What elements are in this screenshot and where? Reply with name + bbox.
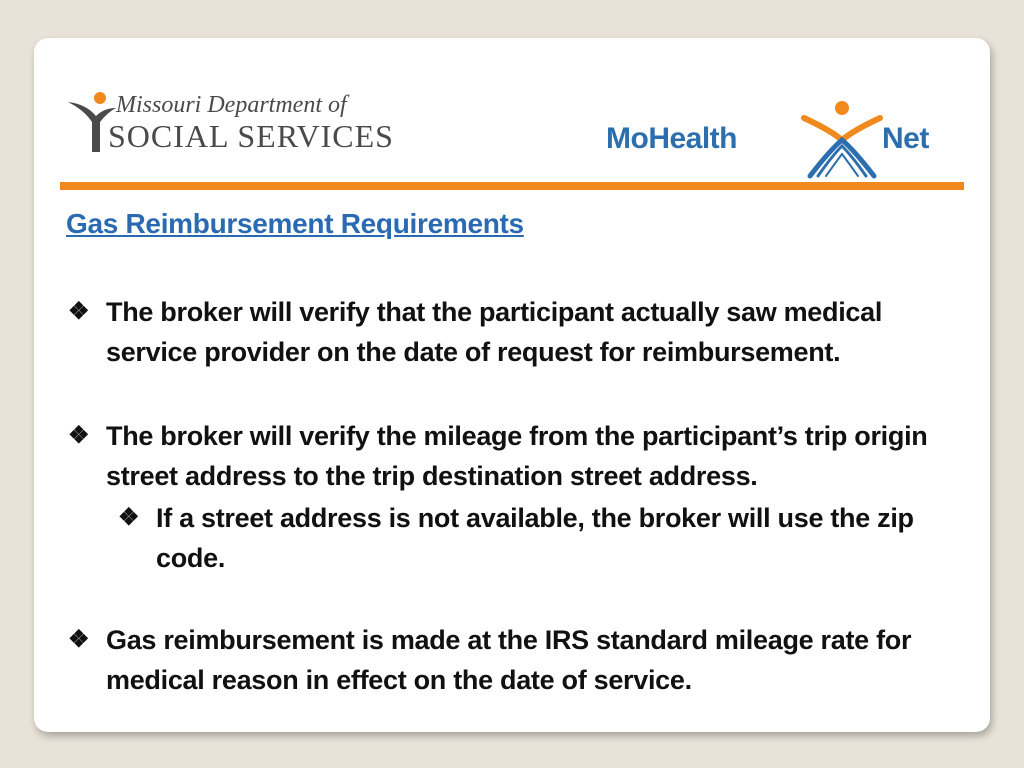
dss-logo-line1: Missouri Department of	[116, 92, 347, 118]
page-title: Gas Reimbursement Requirements	[66, 208, 524, 239]
dss-logo-line2: SOCIAL SERVICES	[108, 118, 394, 154]
bullet-item	[68, 292, 948, 372]
mohealthnet-logo-left: MoHealth	[606, 122, 737, 155]
four-diamond-bullet-icon: ❖	[68, 626, 90, 653]
header-divider	[60, 182, 964, 190]
bullet-item	[68, 416, 948, 496]
bullet-item	[68, 620, 948, 700]
mohealthnet-logo-right: Net	[882, 122, 929, 155]
four-diamond-bullet-icon: ❖	[68, 422, 90, 449]
bullet-text: If a street address is not available, the broker will use the zip code.	[156, 503, 914, 573]
bullet-text: The broker will verify that the participant actually saw medical service provider on the date of request for reimbursement.	[106, 297, 883, 367]
sub-bullet-item	[118, 498, 938, 578]
mohealthnet-figure-icon	[800, 100, 884, 180]
mohealthnet-logo	[606, 100, 954, 180]
four-diamond-bullet-icon: ❖	[68, 298, 90, 325]
missouri-dss-logo	[66, 88, 466, 158]
four-diamond-bullet-icon: ❖	[118, 504, 140, 531]
bullet-text: The broker will verify the mileage from the participant’s trip origin street address to the trip destination street address.	[106, 421, 928, 491]
bullet-text: Gas reimbursement is made at the IRS standard mileage rate for medical reason in effect on the date of service.	[106, 625, 912, 695]
